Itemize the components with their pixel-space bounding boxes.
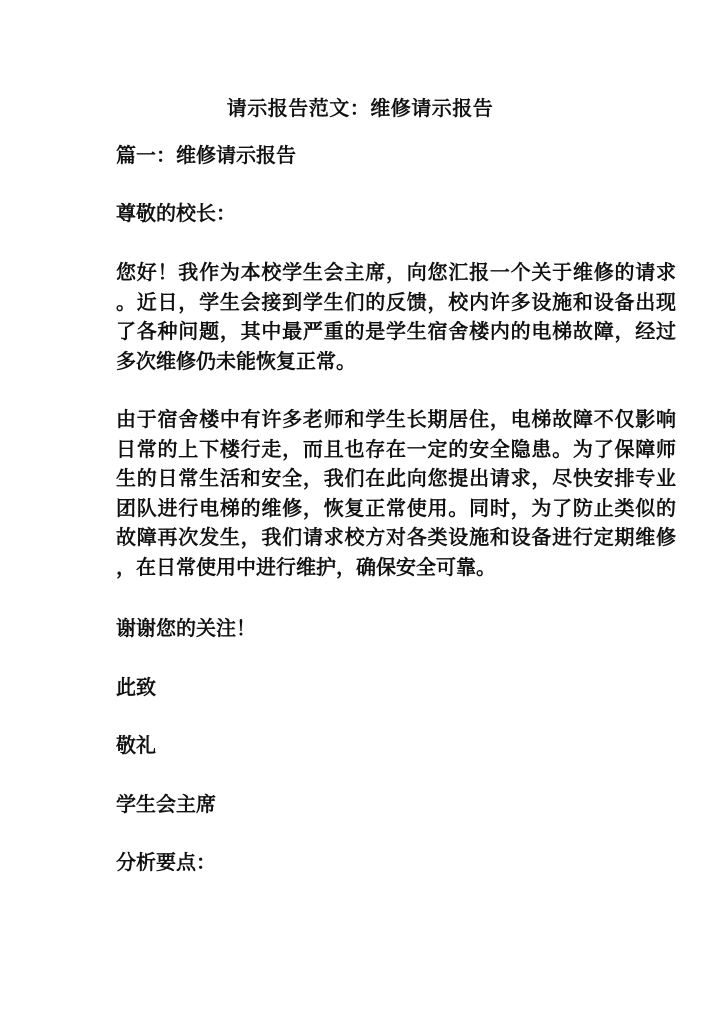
closing-line-1: 此致	[116, 675, 156, 699]
paragraph-1-line: 。近日，学生会接到学生们的反馈，校内许多设施和设备出现	[116, 289, 676, 314]
paragraph-1-line: 了各种问题，其中最严重的是学生宿舍楼内的电梯故障，经过	[116, 319, 676, 343]
paragraph-2-line: 生的日常生活和安全，我们在此向您提出请求，尽快安排专业	[116, 466, 676, 490]
thanks-line: 谢谢您的关注！	[116, 616, 256, 640]
paragraph-1	[116, 258, 676, 376]
section-heading: 篇一：维修请示报告	[116, 143, 296, 167]
paragraph-1-line: 您好！我作为本校学生会主席，向您汇报一个关于维修的请求	[116, 260, 676, 284]
closing-line-2: 敬礼	[116, 733, 156, 757]
paragraph-2-line: 团队进行电梯的维修，恢复正常使用。同时，为了防止类似的	[116, 495, 676, 520]
signature: 学生会主席	[116, 792, 216, 816]
paragraph-2-line: ，在日常使用中进行维护，确保安全可靠。	[116, 554, 496, 579]
salutation: 尊敬的校长：	[116, 201, 236, 225]
paragraph-2-line: 日常的上下楼行走，而且也存在一定的安全隐患。为了保障师	[116, 436, 676, 461]
paragraph-1-line: 多次维修仍未能恢复正常。	[116, 348, 356, 373]
document-title: 请示报告范文：维修请示报告	[226, 96, 494, 120]
analysis-heading: 分析要点：	[116, 850, 216, 874]
paragraph-2	[116, 405, 676, 582]
paragraph-2-line: 故障再次发生，我们请求校方对各类设施和设备进行定期维修	[116, 525, 676, 549]
paragraph-2-line: 由于宿舍楼中有许多老师和学生长期居住，电梯故障不仅影响	[116, 407, 676, 431]
